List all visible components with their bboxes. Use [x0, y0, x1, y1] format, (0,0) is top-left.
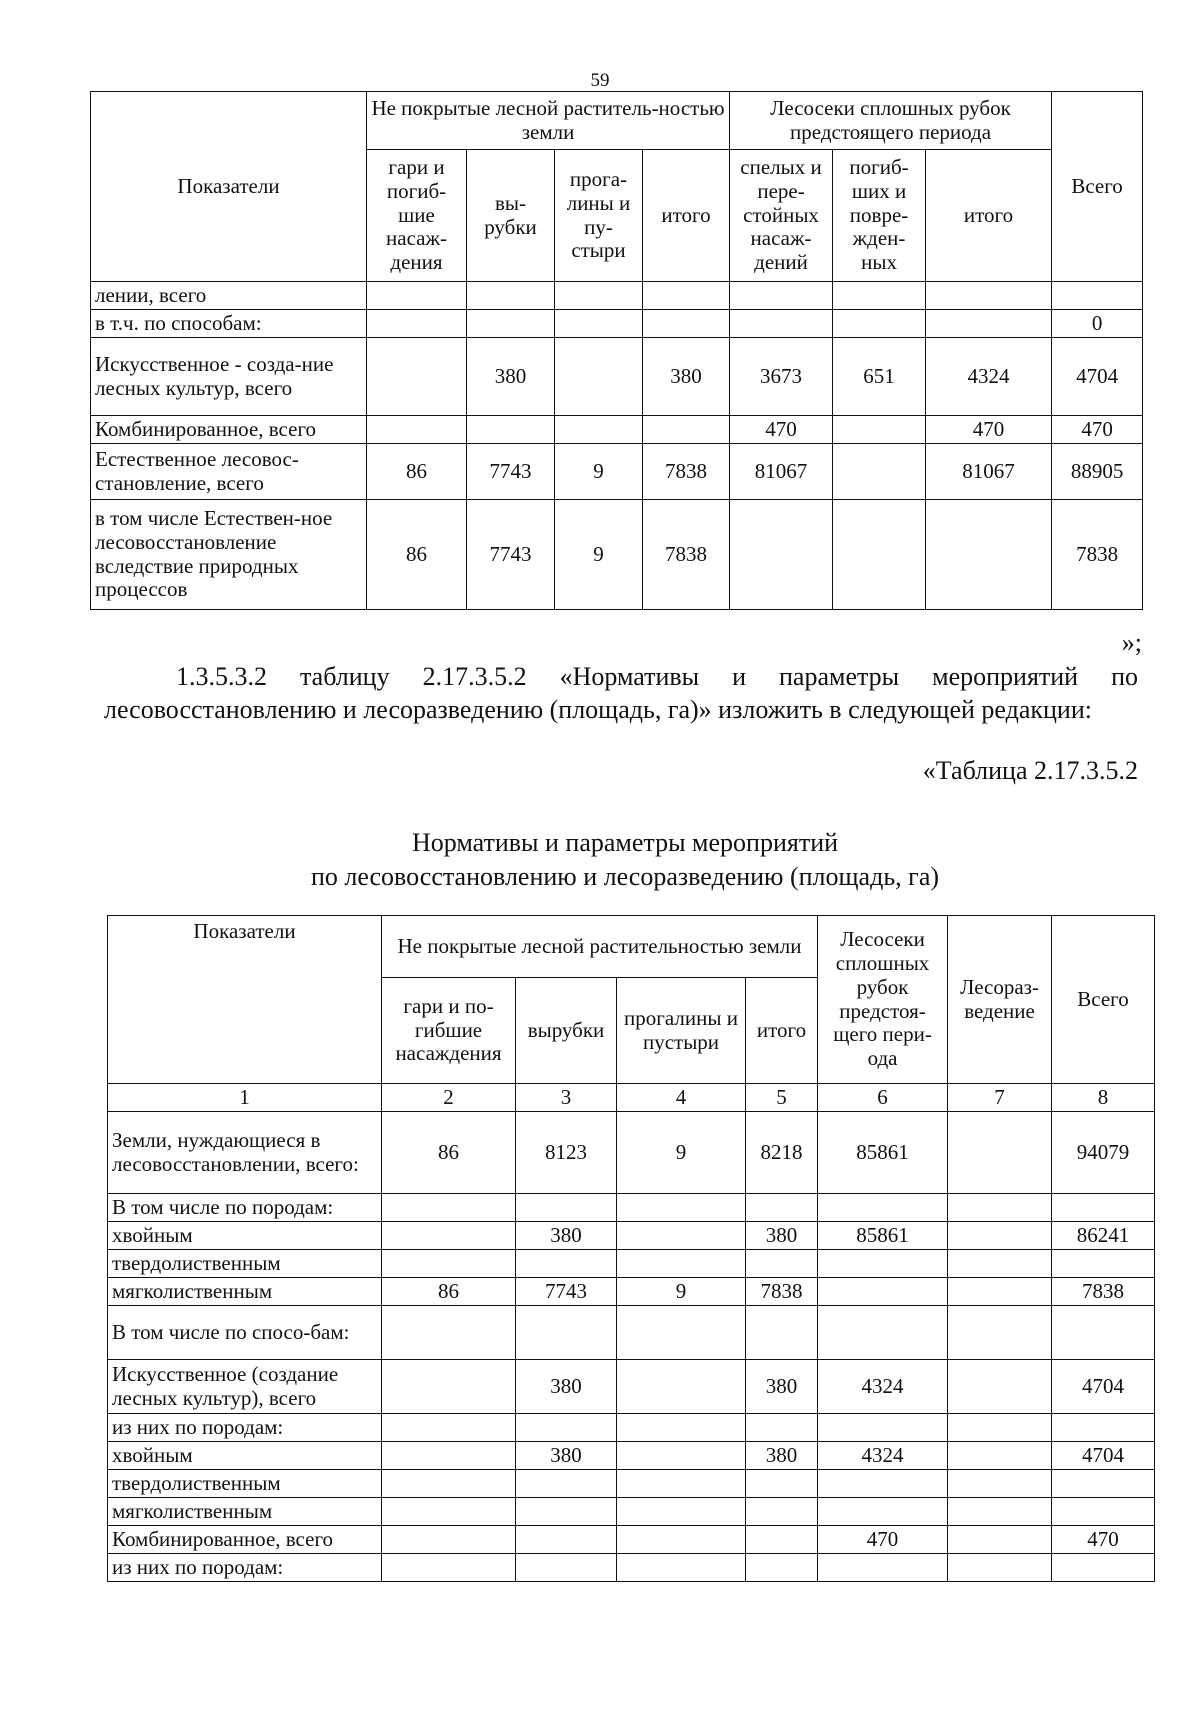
- cell: [948, 1250, 1052, 1278]
- cell: 85861: [818, 1112, 948, 1194]
- cell: 380: [516, 1442, 617, 1470]
- header-mature-overmature: спелых и пере-стойных насаж-дений: [730, 150, 833, 282]
- cell: [948, 1414, 1052, 1442]
- column-number: 4: [617, 1084, 746, 1112]
- cell: [367, 416, 467, 444]
- cell: [617, 1442, 746, 1470]
- cell: [643, 310, 730, 338]
- row-label: Естественное лесовос-становление, всего: [91, 444, 367, 500]
- amendment-paragraph: 1.3.5.3.2 таблицу 2.17.3.5.2 «Нормативы и параметры мероприятий по лесовосстановлению и лесоразведению (площадь, га)» изложить в следующей редакции:: [104, 662, 1138, 725]
- cell: [1052, 282, 1143, 310]
- cell: 4324: [818, 1360, 948, 1414]
- header-burned-dead-stands: гари и по-гибшие насаждения: [382, 978, 516, 1084]
- cell: [367, 338, 467, 416]
- table-row: [108, 1250, 1155, 1278]
- cell: 7743: [516, 1278, 617, 1306]
- cell: [818, 1414, 948, 1442]
- cell: [555, 416, 643, 444]
- table-row: [91, 416, 1143, 444]
- cell: 4324: [926, 338, 1052, 416]
- cell: [746, 1194, 818, 1222]
- table-row: [108, 1442, 1155, 1470]
- cell: 8123: [516, 1112, 617, 1194]
- row-label: Искусственное (создание лесных культур), всего: [108, 1360, 382, 1414]
- table-heading-line2: по лесовосстановлению и лесоразведению (площадь, га): [310, 861, 940, 891]
- table-row: [91, 500, 1143, 610]
- row-label: мягколиственным: [108, 1278, 382, 1306]
- cell: 88905: [1052, 444, 1143, 500]
- cell: 4324: [818, 1442, 948, 1470]
- cell: [948, 1526, 1052, 1554]
- cell: [746, 1414, 818, 1442]
- cell: [516, 1250, 617, 1278]
- header-subtotal-lands: итого: [643, 150, 730, 282]
- cell: [516, 1306, 617, 1360]
- cell: [382, 1306, 516, 1360]
- cell: 86241: [1052, 1222, 1155, 1250]
- cell: [617, 1470, 746, 1498]
- row-label: В том числе по породам:: [108, 1194, 382, 1222]
- cell: [818, 1498, 948, 1526]
- table-row: [108, 1278, 1155, 1306]
- table-heading-line1: Нормативы и параметры мероприятий: [411, 828, 839, 857]
- header-subtotal: итого: [746, 978, 818, 1084]
- row-label: Комбинированное, всего: [91, 416, 367, 444]
- table-row: [108, 1222, 1155, 1250]
- cell: [555, 282, 643, 310]
- header-indicators: Показатели: [91, 92, 367, 282]
- header-glades-wastelands: прога-лины и пу-стыри: [555, 150, 643, 282]
- cell: 7838: [1052, 1278, 1155, 1306]
- table-row: [108, 1554, 1155, 1582]
- cell: [948, 1360, 1052, 1414]
- row-label: Искусственное - созда-ние лесных культур, всего: [91, 338, 367, 416]
- cell: [467, 282, 555, 310]
- cell: [516, 1554, 617, 1582]
- cell: 651: [833, 338, 926, 416]
- cell: [643, 282, 730, 310]
- cell: 380: [467, 338, 555, 416]
- cell: [617, 1498, 746, 1526]
- cell: [555, 310, 643, 338]
- cell: 4704: [1052, 1442, 1155, 1470]
- row-label: хвойным: [108, 1442, 382, 1470]
- table-row: [108, 1470, 1155, 1498]
- quote-end: »;: [1121, 628, 1142, 657]
- header-afforestation: Лесораз-ведение: [948, 916, 1052, 1084]
- cell: [643, 416, 730, 444]
- cell: 9: [617, 1112, 746, 1194]
- column-number: 6: [818, 1084, 948, 1112]
- cell: [746, 1470, 818, 1498]
- table-row: [91, 310, 1143, 338]
- cell: [746, 1306, 818, 1360]
- table-row: [108, 1112, 1155, 1194]
- cell: [833, 444, 926, 500]
- cell: [516, 1194, 617, 1222]
- cell: [382, 1554, 516, 1582]
- cell: 470: [1052, 1526, 1155, 1554]
- cell: [948, 1554, 1052, 1582]
- header-clearings: вы-рубки: [467, 150, 555, 282]
- cell: [382, 1442, 516, 1470]
- cell: [818, 1470, 948, 1498]
- cell: 8218: [746, 1112, 818, 1194]
- cell: [516, 1498, 617, 1526]
- cell: 9: [617, 1278, 746, 1306]
- row-label: в том числе Естествен-ное лесовосстановление вследствие природных процессов: [91, 500, 367, 610]
- cell: 380: [746, 1222, 818, 1250]
- cell: [833, 500, 926, 610]
- cell: [818, 1278, 948, 1306]
- column-number: 5: [746, 1084, 818, 1112]
- cell: [617, 1194, 746, 1222]
- cell: 380: [746, 1360, 818, 1414]
- cell: 3673: [730, 338, 833, 416]
- cell: 7838: [1052, 500, 1143, 610]
- cell: [367, 310, 467, 338]
- column-number: 3: [516, 1084, 617, 1112]
- header-total: Всего: [1052, 916, 1155, 1084]
- header-indicators: Показатели: [108, 916, 382, 1084]
- cell: 7838: [643, 500, 730, 610]
- cell: [617, 1222, 746, 1250]
- cell: 4704: [1052, 338, 1143, 416]
- table-row: [108, 1306, 1155, 1360]
- cell: [818, 1194, 948, 1222]
- column-number: 2: [382, 1084, 516, 1112]
- cell: [746, 1498, 818, 1526]
- cell: [948, 1112, 1052, 1194]
- cell: 380: [746, 1442, 818, 1470]
- cell: 470: [818, 1526, 948, 1554]
- cell: [730, 310, 833, 338]
- cell: [382, 1414, 516, 1442]
- header-burned-dead-stands: гари и погиб-шие насаж-дения: [367, 150, 467, 282]
- table-row: [91, 338, 1143, 416]
- table-row: [91, 444, 1143, 500]
- cell: [818, 1554, 948, 1582]
- cell: [746, 1554, 818, 1582]
- table-row: [108, 1194, 1155, 1222]
- cell: [948, 1498, 1052, 1526]
- column-number: 7: [948, 1084, 1052, 1112]
- header-glades-wastelands: прогалины и пустыри: [617, 978, 746, 1084]
- cell: [382, 1194, 516, 1222]
- cell: [948, 1222, 1052, 1250]
- row-label: из них по породам:: [108, 1414, 382, 1442]
- cell: [382, 1470, 516, 1498]
- row-label: Земли, нуждающиеся в лесовосстановлении, всего:: [108, 1112, 382, 1194]
- cell: [467, 310, 555, 338]
- cell: [382, 1360, 516, 1414]
- cell: [617, 1526, 746, 1554]
- header-subtotal-cuttings: итого: [926, 150, 1052, 282]
- cell: 9: [555, 500, 643, 610]
- cell: [926, 310, 1052, 338]
- cell: [948, 1442, 1052, 1470]
- table-row: [91, 282, 1143, 310]
- row-label: из них по породам:: [108, 1554, 382, 1582]
- header-total: Всего: [1052, 92, 1143, 282]
- cell: 94079: [1052, 1112, 1155, 1194]
- row-label: мягколиственным: [108, 1498, 382, 1526]
- header-clearings: вырубки: [516, 978, 617, 1084]
- cell: 470: [730, 416, 833, 444]
- cell: [948, 1470, 1052, 1498]
- cell: [926, 282, 1052, 310]
- cell: [516, 1414, 617, 1442]
- table-heading: [0, 826, 1200, 894]
- cell: [1052, 1554, 1155, 1582]
- cell: 86: [367, 500, 467, 610]
- cell: 81067: [926, 444, 1052, 500]
- cell: 470: [1052, 416, 1143, 444]
- cell: [617, 1554, 746, 1582]
- cell: [746, 1526, 818, 1554]
- table-standards-parameters: [107, 915, 1155, 1582]
- cell: [926, 500, 1052, 610]
- cell: [948, 1306, 1052, 1360]
- column-number: 8: [1052, 1084, 1155, 1112]
- header-not-covered-lands: Не покрытые лесной растительностью земли: [382, 916, 818, 978]
- cell: 86: [382, 1278, 516, 1306]
- row-label: хвойным: [108, 1222, 382, 1250]
- cell: [382, 1250, 516, 1278]
- page-number: 59: [590, 70, 610, 91]
- row-label: В том числе по спосо-бам:: [108, 1306, 382, 1360]
- cell: [382, 1222, 516, 1250]
- cell: 7743: [467, 500, 555, 610]
- cell: [617, 1414, 746, 1442]
- cell: 0: [1052, 310, 1143, 338]
- cell: 7838: [746, 1278, 818, 1306]
- cell: [382, 1498, 516, 1526]
- cell: 470: [926, 416, 1052, 444]
- cell: 7743: [467, 444, 555, 500]
- cell: [516, 1470, 617, 1498]
- header-dead-damaged: погиб-ших и повре-жден-ных: [833, 150, 926, 282]
- cell: [730, 282, 833, 310]
- table-forest-restoration-continued: [90, 91, 1143, 610]
- cell: [730, 500, 833, 610]
- table-row: [108, 1360, 1155, 1414]
- row-label: Комбинированное, всего: [108, 1526, 382, 1554]
- cell: [516, 1526, 617, 1554]
- cell: 86: [382, 1112, 516, 1194]
- cell: 85861: [818, 1222, 948, 1250]
- row-label: в т.ч. по способам:: [91, 310, 367, 338]
- cell: [1052, 1194, 1155, 1222]
- cell: [382, 1526, 516, 1554]
- cell: 4704: [1052, 1360, 1155, 1414]
- table-row: [108, 1498, 1155, 1526]
- row-label: твердолиственным: [108, 1470, 382, 1498]
- cell: 380: [643, 338, 730, 416]
- cell: [948, 1278, 1052, 1306]
- column-numbers-row: [108, 1084, 1155, 1112]
- cell: [833, 416, 926, 444]
- cell: [833, 282, 926, 310]
- cell: [1052, 1470, 1155, 1498]
- cell: [617, 1306, 746, 1360]
- header-clear-cuttings: Лесосеки сплошных рубок предстоя-щего пери-ода: [818, 916, 948, 1084]
- table-row: [108, 1414, 1155, 1442]
- cell: [555, 338, 643, 416]
- cell: [818, 1306, 948, 1360]
- cell: [1052, 1414, 1155, 1442]
- row-label: твердолиственным: [108, 1250, 382, 1278]
- header-not-covered-lands: Не покрытые лесной раститель-ностью земли: [367, 92, 730, 150]
- cell: [367, 282, 467, 310]
- cell: [948, 1194, 1052, 1222]
- cell: 81067: [730, 444, 833, 500]
- row-label: лении, всего: [91, 282, 367, 310]
- column-number: 1: [108, 1084, 382, 1112]
- cell: [746, 1250, 818, 1278]
- cell: 86: [367, 444, 467, 500]
- cell: [467, 416, 555, 444]
- cell: [818, 1250, 948, 1278]
- cell: [833, 310, 926, 338]
- cell: 380: [516, 1222, 617, 1250]
- cell: [617, 1360, 746, 1414]
- cell: [617, 1250, 746, 1278]
- cell: 380: [516, 1360, 617, 1414]
- cell: 7838: [643, 444, 730, 500]
- cell: [1052, 1306, 1155, 1360]
- table-caption: «Таблица 2.17.3.5.2: [922, 756, 1138, 785]
- cell: 9: [555, 444, 643, 500]
- cell: [1052, 1498, 1155, 1526]
- cell: [1052, 1250, 1155, 1278]
- table-row: [108, 1526, 1155, 1554]
- header-clear-cuttings: Лесосеки сплошных рубок предстоящего периода: [730, 92, 1052, 150]
